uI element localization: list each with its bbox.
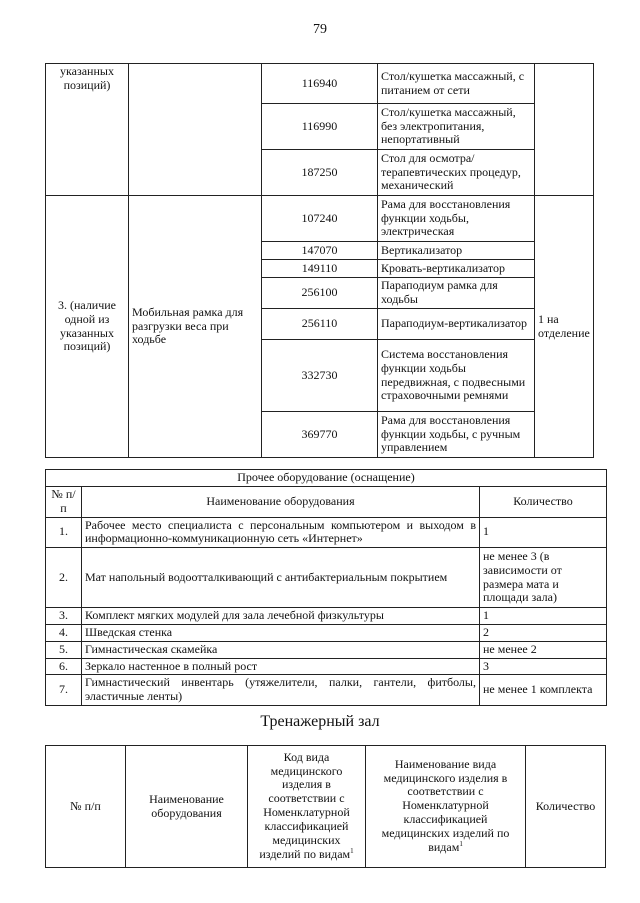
code-cell: 187250 bbox=[262, 150, 378, 196]
footnote-mark: 1 bbox=[459, 840, 463, 849]
kind-cell: Параподиум рамка для ходьбы bbox=[378, 278, 535, 309]
header-quantity: Количество bbox=[480, 487, 607, 518]
header-kind bbox=[366, 746, 526, 868]
table-title: Прочее оборудование (оснащение) bbox=[46, 470, 607, 487]
row-name: Мат напольный водоотталкивающий с антибактериальным покрытием bbox=[82, 548, 480, 608]
row-num: 5. bbox=[46, 641, 82, 658]
group-label: указанных позиций) bbox=[46, 64, 129, 196]
other-equipment-table bbox=[45, 469, 607, 706]
row-name: Комплект мягких модулей для зала лечебной физкультуры bbox=[82, 608, 480, 625]
row-name: Рабочее место специалиста с персональным компьютером и выходом в информационно-коммуникационную сеть «Интернет» bbox=[82, 517, 480, 548]
kind-cell: Стол/кушетка массажный, без электропитания, непортативный bbox=[378, 104, 535, 150]
header-quantity: Количество bbox=[526, 746, 606, 868]
row-quantity: не менее 3 (в зависимости от размера мата и площади зала) bbox=[480, 548, 607, 608]
header-name: Наименование оборудования bbox=[82, 487, 480, 518]
kind-cell: Параподиум-вертикализатор bbox=[378, 309, 535, 340]
table-row bbox=[46, 64, 594, 104]
row-quantity: 3 bbox=[480, 658, 607, 675]
section-title: Тренажерный зал bbox=[260, 713, 380, 730]
row-name: Гимнастическая скамейка bbox=[82, 641, 480, 658]
row-quantity: 1 bbox=[480, 608, 607, 625]
row-num: 4. bbox=[46, 624, 82, 641]
equipment-table bbox=[45, 63, 594, 458]
row-num: 7. bbox=[46, 675, 82, 706]
table-row bbox=[46, 658, 607, 675]
kind-cell: Рама для восстановления функции ходьбы, с ручным управлением bbox=[378, 412, 535, 458]
row-name: Зеркало настенное в полный рост bbox=[82, 658, 480, 675]
kind-cell: Вертикализатор bbox=[378, 242, 535, 260]
kind-cell: Стол для осмотра/ терапевтических процедур, механический bbox=[378, 150, 535, 196]
code-cell: 116940 bbox=[262, 64, 378, 104]
row-quantity: 1 bbox=[480, 517, 607, 548]
code-cell: 147070 bbox=[262, 242, 378, 260]
code-cell: 116990 bbox=[262, 104, 378, 150]
row-name: Гимнастический инвентарь (утяжелители, палки, гантели, фитболы, эластичные ленты) bbox=[82, 675, 480, 706]
code-cell: 107240 bbox=[262, 196, 378, 242]
header-num: № п/п bbox=[46, 487, 82, 518]
quantity-cell: 1 на отделение bbox=[535, 196, 594, 458]
table-row bbox=[46, 608, 607, 625]
footnote-mark: 1 bbox=[350, 847, 354, 856]
row-quantity: не менее 1 комплекта bbox=[480, 675, 607, 706]
code-cell: 332730 bbox=[262, 340, 378, 412]
code-cell: 256110 bbox=[262, 309, 378, 340]
header-kind-text: Наименование вида медицинского изделия в соответствии с Номенклатурной классификацией медицинских изделий по видам bbox=[381, 756, 510, 855]
row-name: Шведская стенка bbox=[82, 624, 480, 641]
code-cell: 256100 bbox=[262, 278, 378, 309]
row-num: 3. bbox=[46, 608, 82, 625]
header-name: Наименование оборудования bbox=[126, 746, 248, 868]
kind-cell: Система восстановления функции ходьбы передвижная, с подвесными страховочными ремнями bbox=[378, 340, 535, 412]
header-code bbox=[248, 746, 366, 868]
quantity-cell bbox=[535, 64, 594, 196]
table-row bbox=[46, 196, 594, 242]
equipment-cell: Мобильная рамка для разгрузки веса при ходьбе bbox=[129, 196, 262, 458]
page-number: 79 bbox=[313, 22, 327, 37]
header-num: № п/п bbox=[46, 746, 126, 868]
table-header-row bbox=[46, 487, 607, 518]
table-row bbox=[46, 624, 607, 641]
equipment-cell bbox=[129, 64, 262, 196]
table-row bbox=[46, 675, 607, 706]
code-cell: 149110 bbox=[262, 260, 378, 278]
table-title-row bbox=[46, 470, 607, 487]
row-num: 2. bbox=[46, 548, 82, 608]
row-quantity: 2 bbox=[480, 624, 607, 641]
row-num: 1. bbox=[46, 517, 82, 548]
kind-cell: Стол/кушетка массажный, с питанием от сети bbox=[378, 64, 535, 104]
table-row bbox=[46, 548, 607, 608]
gym-equipment-table bbox=[45, 745, 606, 868]
group-label: 3. (наличие одной из указанных позиций) bbox=[46, 196, 129, 458]
table-row bbox=[46, 517, 607, 548]
row-num: 6. bbox=[46, 658, 82, 675]
row-quantity: не менее 2 bbox=[480, 641, 607, 658]
code-cell: 369770 bbox=[262, 412, 378, 458]
kind-cell: Кровать-вертикализатор bbox=[378, 260, 535, 278]
kind-cell: Рама для восстановления функции ходьбы, электрическая bbox=[378, 196, 535, 242]
table-header-row bbox=[46, 746, 606, 868]
table-row bbox=[46, 641, 607, 658]
header-code-text: Код вида медицинского изделия в соответствии с Номенклатурной классификацией медицинских изделий по видам bbox=[259, 749, 351, 862]
